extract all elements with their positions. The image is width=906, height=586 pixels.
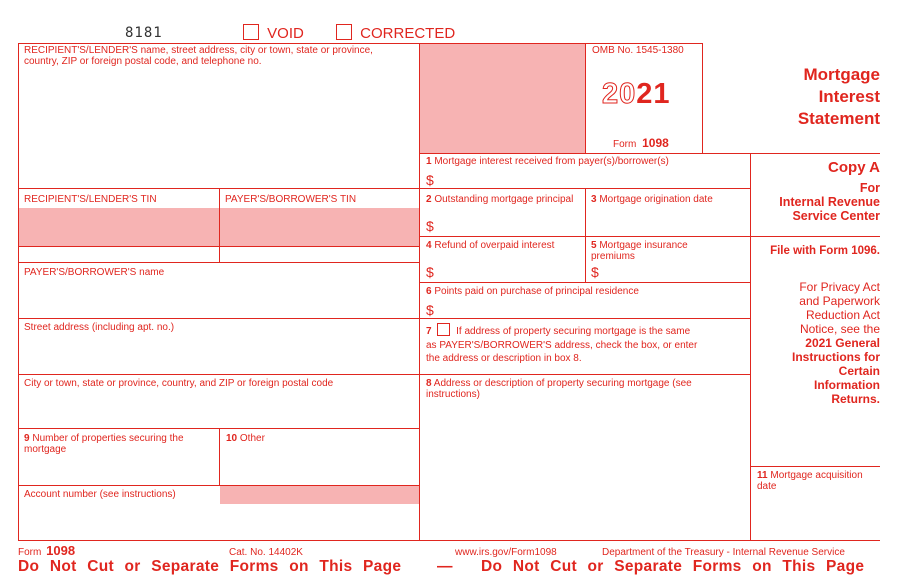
box1-label bbox=[426, 157, 669, 168]
privacy-line4: Notice, see the bbox=[799, 322, 880, 336]
box1-number: 1 bbox=[426, 156, 432, 167]
copy-irs-line2: Service Center bbox=[792, 209, 880, 223]
box5-text: Mortgage insurance premiums bbox=[591, 240, 688, 262]
tax-year bbox=[602, 78, 671, 111]
do-not-cut-dash: — bbox=[437, 558, 453, 575]
box4-dollar: $ bbox=[426, 264, 434, 280]
box5-label bbox=[591, 241, 721, 262]
privacy-line1: For Privacy Act bbox=[799, 280, 880, 294]
corrected-label: CORRECTED bbox=[360, 25, 456, 42]
form-title bbox=[798, 64, 880, 130]
void-checkbox-group[interactable] bbox=[243, 24, 304, 42]
box2-dollar: $ bbox=[426, 218, 434, 234]
box1-text: Mortgage interest received from payer(s)/borrower(s) bbox=[434, 156, 669, 167]
tax-year-bold: 21 bbox=[636, 78, 671, 110]
box7-number: 7 bbox=[426, 326, 432, 337]
omb-form-word: Form bbox=[613, 139, 637, 150]
box7-text-line1: If address of property securing mortgage is the same bbox=[456, 326, 691, 337]
copy-a-title: Copy A bbox=[828, 159, 880, 176]
box1-dollar: $ bbox=[426, 172, 434, 188]
box4-text: Refund of overpaid interest bbox=[434, 240, 555, 251]
instr-line1: 2021 General bbox=[805, 336, 880, 350]
box9-label bbox=[24, 434, 216, 455]
instr-line5: Returns. bbox=[831, 392, 880, 406]
box7-text-line2: as PAYER'S/BORROWER'S address, check the box, or enter bbox=[426, 339, 698, 351]
box8-number: 8 bbox=[426, 378, 432, 389]
box3-text: Mortgage origination date bbox=[599, 194, 713, 205]
recipient-tin-label: RECIPIENT'S/LENDER'S TIN bbox=[24, 194, 157, 205]
corrected-checkbox[interactable] bbox=[336, 24, 352, 40]
form-code: 8181 bbox=[125, 25, 163, 41]
title-line1: Mortgage bbox=[803, 65, 880, 84]
recipient-lender-field[interactable] bbox=[20, 72, 416, 184]
omb-form-label bbox=[613, 138, 669, 151]
copy-for-label bbox=[779, 181, 880, 223]
payer-tin-field[interactable] bbox=[220, 208, 419, 246]
box8-label bbox=[426, 379, 741, 400]
street-address-label: Street address (including apt. no.) bbox=[24, 322, 175, 333]
footer-form-word: Form bbox=[18, 547, 42, 558]
box9-text: Number of properties securing the mortgage bbox=[24, 433, 184, 455]
box6-text: Points paid on purchase of principal residence bbox=[434, 286, 639, 297]
do-not-cut-left: Do Not Cut or Separate Forms on This Page bbox=[18, 558, 402, 575]
omb-form-number: 1098 bbox=[642, 136, 669, 150]
footer-form-number: 1098 bbox=[46, 543, 76, 558]
void-label: VOID bbox=[267, 25, 304, 42]
file-with-1096: File with Form 1096. bbox=[770, 245, 880, 257]
box8-input[interactable] bbox=[422, 406, 746, 536]
treasury-department: Department of the Treasury - Internal Revenue Service bbox=[602, 547, 845, 558]
instr-line3: Certain bbox=[838, 364, 880, 378]
box4-number: 4 bbox=[426, 240, 432, 251]
copy-irs-line1: Internal Revenue bbox=[779, 195, 880, 209]
tax-year-outline: 20 bbox=[602, 78, 637, 110]
street-address-field[interactable] bbox=[20, 338, 416, 372]
title-line3: Statement bbox=[797, 109, 880, 128]
omb-shaded-area bbox=[420, 43, 585, 153]
city-state-field[interactable] bbox=[20, 394, 416, 426]
privacy-line3: Reduction Act bbox=[805, 308, 880, 322]
catalog-number: Cat. No. 14402K bbox=[229, 547, 303, 558]
irs-website: www.irs.gov/Form1098 bbox=[455, 547, 557, 558]
box2-label bbox=[426, 195, 576, 206]
box4-label bbox=[426, 241, 556, 252]
recipient-lender-label: RECIPIENT'S/LENDER'S name, street address, city or town, state or province, country, ZIP or foreign postal code, and telephone no. bbox=[24, 45, 373, 67]
box6-number: 6 bbox=[426, 286, 432, 297]
box10-label bbox=[226, 434, 265, 445]
box11-label bbox=[757, 471, 877, 492]
box7-label bbox=[426, 323, 697, 366]
box2-input[interactable] bbox=[438, 216, 582, 234]
box10-number: 10 bbox=[226, 433, 238, 444]
box3-number: 3 bbox=[591, 194, 597, 205]
box8-text: Address or description of property securing mortgage (see instructions) bbox=[426, 378, 692, 400]
box5-input[interactable] bbox=[603, 262, 747, 280]
instr-line4: Information bbox=[814, 378, 880, 392]
box2-number: 2 bbox=[426, 194, 432, 205]
void-checkbox[interactable] bbox=[243, 24, 259, 40]
box9-number: 9 bbox=[24, 433, 30, 444]
box11-text: Mortgage acquisition date bbox=[757, 470, 863, 492]
city-state-label: City or town, state or province, country, and ZIP or foreign postal code bbox=[24, 378, 334, 389]
box2-text: Outstanding mortgage principal bbox=[434, 194, 574, 205]
box11-input[interactable] bbox=[753, 496, 879, 538]
footer-form-label bbox=[18, 543, 75, 558]
box10-text: Other bbox=[239, 433, 265, 444]
title-line2: Interest bbox=[818, 87, 880, 106]
box6-label bbox=[426, 287, 639, 298]
privacy-line2: and Paperwork bbox=[799, 294, 880, 308]
box7-checkbox[interactable] bbox=[437, 323, 450, 336]
corrected-checkbox-group[interactable] bbox=[336, 24, 455, 42]
box4-input[interactable] bbox=[438, 262, 582, 280]
account-shaded-area bbox=[220, 486, 419, 504]
box11-number: 11 bbox=[757, 470, 768, 481]
box5-dollar: $ bbox=[591, 264, 599, 280]
copy-for: For bbox=[859, 181, 880, 195]
account-number-label: Account number (see instructions) bbox=[24, 489, 176, 500]
omb-number: OMB No. 1545-1380 bbox=[592, 45, 684, 56]
box3-input[interactable] bbox=[590, 210, 746, 234]
box7-text-line3: the address or description in box 8. bbox=[426, 353, 582, 364]
payer-name-label: PAYER'S/BORROWER'S name bbox=[24, 267, 165, 278]
recipient-tin-field[interactable] bbox=[18, 208, 219, 246]
payer-name-field[interactable] bbox=[20, 282, 416, 316]
box6-input[interactable] bbox=[438, 300, 746, 316]
account-number-field[interactable] bbox=[20, 506, 416, 538]
box3-label bbox=[591, 195, 713, 206]
privacy-act-notice bbox=[792, 280, 880, 406]
instr-line2: Instructions for bbox=[791, 350, 880, 364]
box5-number: 5 bbox=[591, 240, 597, 251]
payer-tin-label: PAYER'S/BORROWER'S TIN bbox=[225, 194, 357, 205]
do-not-cut-right: Do Not Cut or Separate Forms on This Page bbox=[481, 558, 865, 575]
box6-dollar: $ bbox=[426, 302, 434, 318]
box1-input[interactable] bbox=[438, 170, 746, 186]
